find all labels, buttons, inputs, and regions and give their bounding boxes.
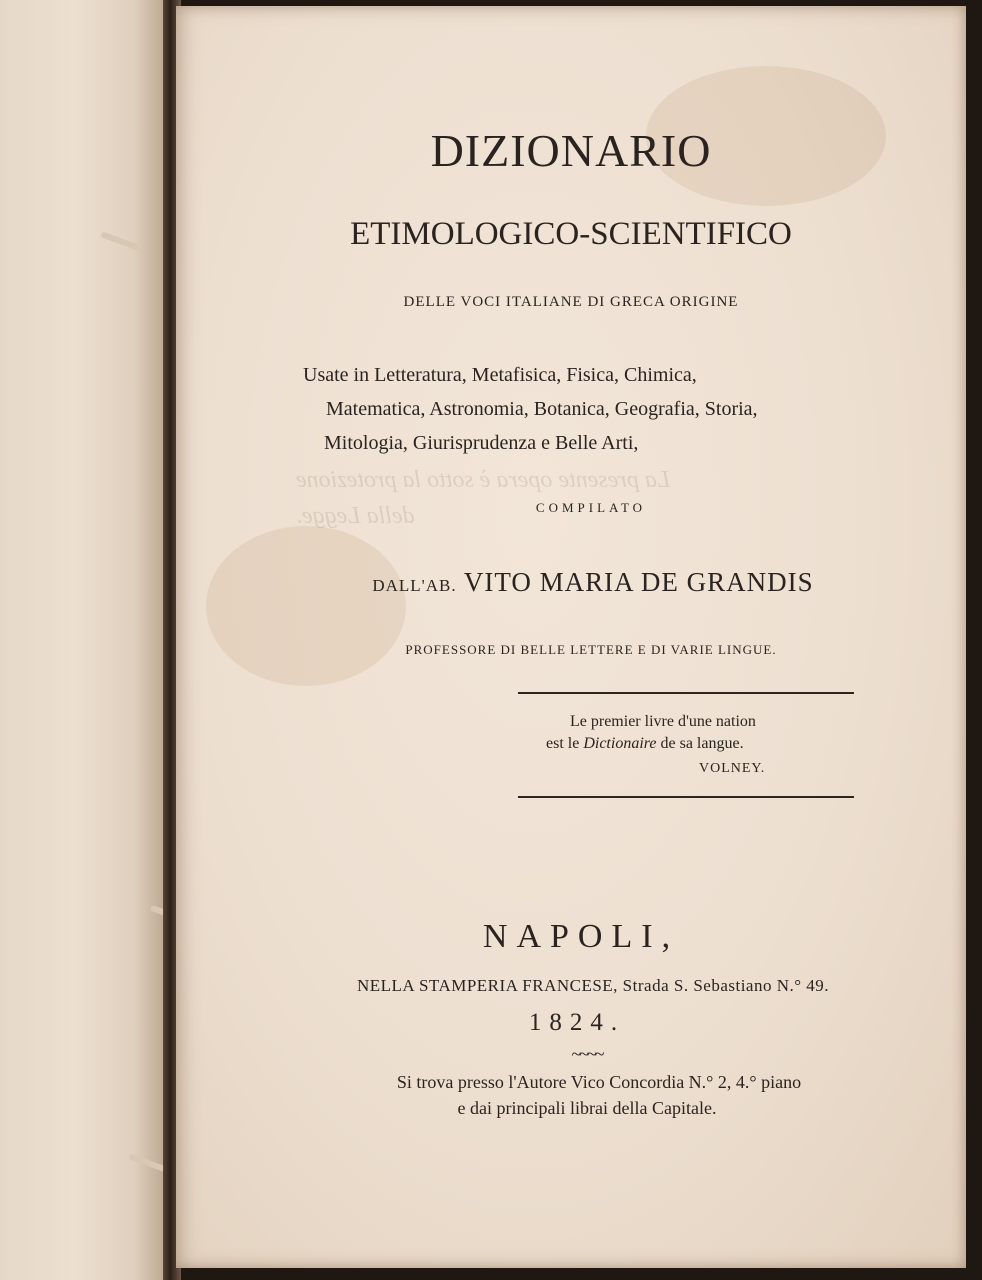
epigraph-text: est le	[546, 735, 584, 752]
torn-edge	[100, 231, 140, 250]
imprint-printer: NELLA STAMPERIA FRANCESE, Strada S. Sebastiano N.° 49.	[356, 976, 830, 995]
title-page	[176, 6, 966, 1268]
availability-line: e dai principali librai della Capitale.	[457, 1098, 717, 1118]
subjects-line: Matematica, Astronomia, Botanica, Geografia, Storia,	[326, 398, 758, 420]
subjects-line: Usate in Letteratura, Metafisica, Fisica, Chimica,	[303, 364, 697, 386]
author-line	[198, 567, 982, 598]
epigraph-attribution: VOLNEY.	[699, 761, 766, 776]
bleed-through-text: La presente opera è sotto la protezione della Legge.	[296, 467, 671, 529]
book-title: DIZIONARIO	[430, 125, 712, 176]
subtitle-description: DELLE VOCI ITALIANE DI GRECA ORIGINE	[403, 294, 739, 310]
imprint-city: NAPOLI,	[482, 918, 680, 955]
subjects-line: Mitologia, Giurisprudenza e Belle Arti,	[324, 432, 639, 454]
epigraph-text: de sa langue.	[656, 735, 744, 752]
epigraph-line	[546, 733, 744, 755]
epigraph-emphasis: Dictionaire	[583, 735, 657, 752]
ornament: ~~~~	[571, 1044, 603, 1064]
subjects-list	[176, 358, 966, 460]
left-flyleaf	[0, 0, 169, 1280]
imprint-year: 1824.	[528, 1009, 626, 1036]
divider-top	[518, 692, 854, 694]
divider-bottom	[518, 796, 854, 798]
compiled-label: COMPILATO	[535, 500, 647, 515]
paper-stain	[206, 526, 406, 686]
author-name: VITO MARIA DE GRANDIS	[463, 567, 814, 597]
author-prefix: DALL'AB.	[372, 576, 457, 595]
torn-edge	[128, 1153, 168, 1172]
author-role: PROFESSORE DI BELLE LETTERE E DI VARIE LINGUE.	[405, 642, 777, 657]
epigraph-line: Le premier livre d'une nation	[570, 713, 756, 730]
book-subtitle: ETIMOLOGICO-SCIENTIFICO	[350, 216, 792, 252]
availability-line: Si trova presso l'Autore Vico Concordia N.° 2, 4.° piano	[396, 1072, 802, 1092]
